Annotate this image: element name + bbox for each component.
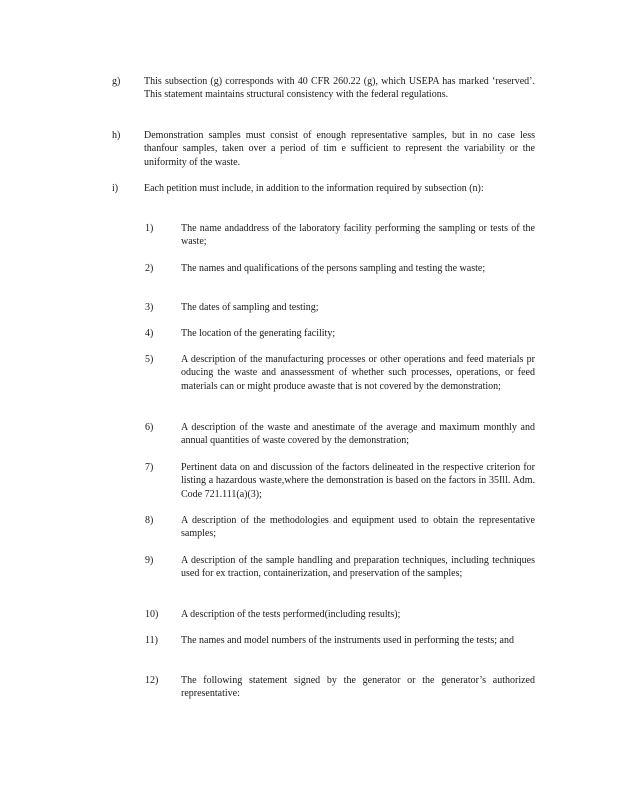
paragraph-text: Each petition must include, in addition to the information required by subsection (n): <box>144 183 484 194</box>
item-text: The dates of sampling and testing; <box>181 302 319 313</box>
item-number: 7) <box>145 462 154 473</box>
item-number: 5) <box>145 354 154 365</box>
item-text: A description of the manufacturing processes or other operations and feed materials pr oducing the waste and anassessment of whether such processes, operations, or feed materials can or might produce awaste that is not covered by the demonstration; <box>181 354 535 392</box>
item-text: The location of the generating facility; <box>181 328 336 339</box>
item-number: 2) <box>145 263 154 274</box>
item-number: 11) <box>145 635 158 646</box>
paragraph-text: Demonstration samples must consist of enough representative samples, but in no case less thanfour samples, taken over a period of tim e sufficient to represent the variability or the uniformity of the waste. <box>144 130 535 168</box>
paragraph-text: This subsection (g) corresponds with 40 CFR 260.22 (g), which USEPA has marked ‘reserved’. This statement maintains structural consistency with the federal regulations. <box>144 76 535 101</box>
item-text: Pertinent data on and discussion of the factors delineated in the respective criterion for listing a hazardous waste,where the demonstration is based on the factors in 35Ill. Adm. Code 721.111(a)(3); <box>181 462 535 500</box>
paragraph-label: g) <box>112 76 121 87</box>
paragraph-label: h) <box>112 130 121 141</box>
item-text: The names and qualifications of the persons sampling and testing the waste; <box>181 263 486 274</box>
item-number: 1) <box>145 223 154 234</box>
paragraph-label: i) <box>112 183 119 194</box>
item-text: The following statement signed by the generator or the generator’s authorized representative: <box>181 675 535 700</box>
item-number: 4) <box>145 328 154 339</box>
item-number: 10) <box>145 609 159 620</box>
item-text: A description of the sample handling and preparation techniques, including techniques used for ex traction, containerization, and preservation of the samples; <box>181 555 535 580</box>
item-number: 3) <box>145 302 154 313</box>
item-text: A description of the waste and anestimate of the average and maximum monthly and annual quantities of waste covered by the demonstration; <box>181 422 535 447</box>
item-text: A description of the tests performed(including results); <box>181 609 401 620</box>
item-number: 12) <box>145 675 159 686</box>
item-number: 6) <box>145 422 154 433</box>
item-text: The name andaddress of the laboratory facility performing the sampling or tests of the waste; <box>181 223 535 248</box>
item-number: 8) <box>145 515 154 526</box>
item-number: 9) <box>145 555 154 566</box>
item-text: The names and model numbers of the instruments used in performing the tests; and <box>181 635 514 646</box>
item-text: A description of the methodologies and equipment used to obtain the representative samples; <box>181 515 535 540</box>
